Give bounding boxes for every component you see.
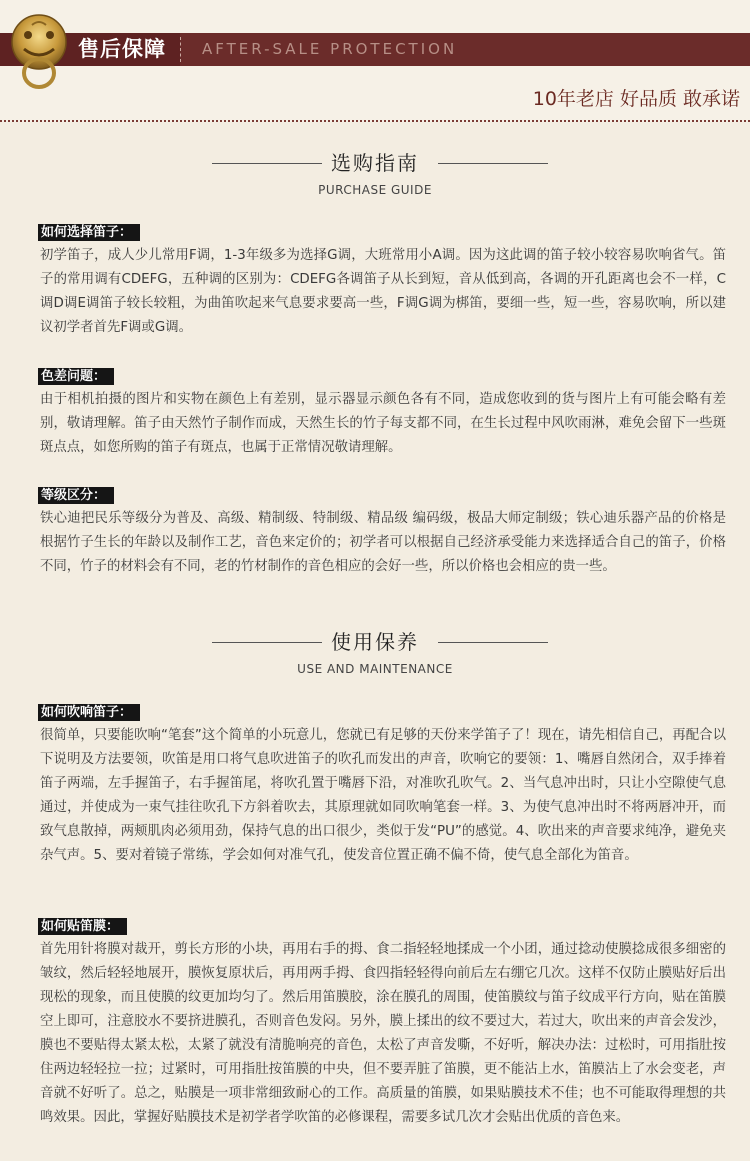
heading-rule-right <box>438 642 548 643</box>
header-title: 售后保障 <box>78 37 166 61</box>
door-knocker-icon <box>8 13 70 93</box>
paragraph-grade: 铁心迪把民乐等级分为普及、高级、精制级、特制级、精品级 编码级，极品大师定制级；铁心迪乐器产品的价格是根据竹子生长的年龄以及制作工艺，音色来定价的；初学者可以根据自己经济承受能力来选择适合自己的笛子，价格不同，竹子的材料会有不同，老的竹材制作的音色相应的会好一些，所以价格也会相应的贵一些。 <box>40 511 726 574</box>
paragraph-choose-flute: 初学笛子，成人少儿常用F调，1-3年级多为选择G调，大班常用小A调。因为这此调的笛子较小较容易吹响省气。笛子的常用调有CDEFG，五种调的区别为：CDEFG各调笛子从长到短，音从低到高，各调的开孔距离也会不一样，C调D调E调笛子较长较粗，为曲笛吹起来气息要求要高一些，F调G调为梆笛，要细一些，短一些，容易吹响，所以建议初学者首先F调或G调。 <box>40 248 726 335</box>
heading-rule-left <box>212 163 322 164</box>
paragraph-attach-membrane: 首先用针将膜对裁开，剪长方形的小块，再用右手的拇、食二指轻轻地揉成一个小团，通过捻动使膜捻成很多细密的皱纹，然后轻轻地展开，膜恢复原状后，再用两手拇、食四指轻轻得向前后左右绷它几次。这样不仅防止膜贴好后出现松的现象，而且使膜的纹更加均匀了。然后用笛膜胶，涂在膜孔的周围，使笛膜纹与笛子纹成平行方向，贴在笛膜空上即可，注意胶水不要挤进膜孔，否则音色发闷。另外，膜上揉出的纹不要过大，若过大，吹出来的声音会发沙，膜也不要贴得太紧太松，太紧了就没有清脆响亮的音色，太松了声音发嘶，不好听，解决办法：过松时，可用指肚按住两边轻轻拉一拉；过紧时，可用指肚按笛膜的中央，但不要弄脏了笛膜，更不能沾上水，笛膜沾上了水会变老，声音就不好听了。总之，贴膜是一项非常细致耐心的工作。高质量的笛膜，如果贴膜技术不佳；也不可能取得理想的共鸣效果。因此，掌握好贴膜技术是初学者学吹笛的必修课程，需要多试几次才会贴出优质的音色来。 <box>40 942 726 1125</box>
header-subtitle: AFTER-SALE PROTECTION <box>202 40 458 58</box>
section-title-zh: 选购指南 <box>331 151 419 175</box>
section-title-zh: 使用保养 <box>331 630 419 654</box>
tag-grade: 等级区分： <box>38 487 114 504</box>
header-divider <box>180 37 182 62</box>
tag-how-to-play: 如何吹响笛子： <box>38 704 140 721</box>
paragraph-how-to-play: 很简单，只要能吹响“笔套”这个简单的小玩意儿，您就已有足够的天份来学笛子了！现在，请先相信自己，再配合以下说明及方法要领，吹笛是用口将气息吹进笛子的吹孔而发出的声音，吹响它的要领：1、嘴唇自然闭合，双手捧着笛子两端，左手握笛子，右手握笛尾，将吹孔置于嘴唇下沿，对准吹孔吹气。2、当气息冲出时，只让小空隙使气息通过，并使成为一束气挂往吹孔下方斜着吹去，其原理就如同吹响笔套一样。3、为使气息冲出时不将两唇冲开，而致气息散掉，两颊肌肉必须用劲，保持气息的出口很少，类似于发“PU”的感觉。4、吹出来的声音要求纯净，避免夹杂气声。5、要对着镜子常练，学会如何对准气孔，使发音位置正确不偏不倚，使气息全部化为笛音。 <box>40 728 726 863</box>
heading-rule-left <box>212 642 322 643</box>
tag-color-difference: 色差问题： <box>38 368 114 385</box>
tag-choose-flute: 如何选择笛子： <box>38 224 140 241</box>
section-heading-purchase-guide <box>0 150 750 197</box>
tag-attach-membrane: 如何贴笛膜： <box>38 918 127 935</box>
shop-slogan: 10年老店 好品质 敢承诺 <box>532 88 740 110</box>
heading-rule-right <box>438 163 548 164</box>
header-dotted-divider <box>0 120 750 122</box>
section-title-en: PURCHASE GUIDE <box>318 183 432 197</box>
section-title-en: USE AND MAINTENANCE <box>297 662 453 676</box>
paragraph-color-difference: 由于相机拍摄的图片和实物在颜色上有差别，显示器显示颜色各有不同，造成您收到的货与图片上有可能会略有差别，敬请理解。笛子由天然竹子制作而成，天然生长的竹子每支都不同，在生长过程中风吹雨淋，难免会留下一些斑斑点点，如您所购的笛子有斑点，也属于正常情况敬请理解。 <box>40 392 726 455</box>
section-heading-use-maintenance <box>0 629 750 676</box>
